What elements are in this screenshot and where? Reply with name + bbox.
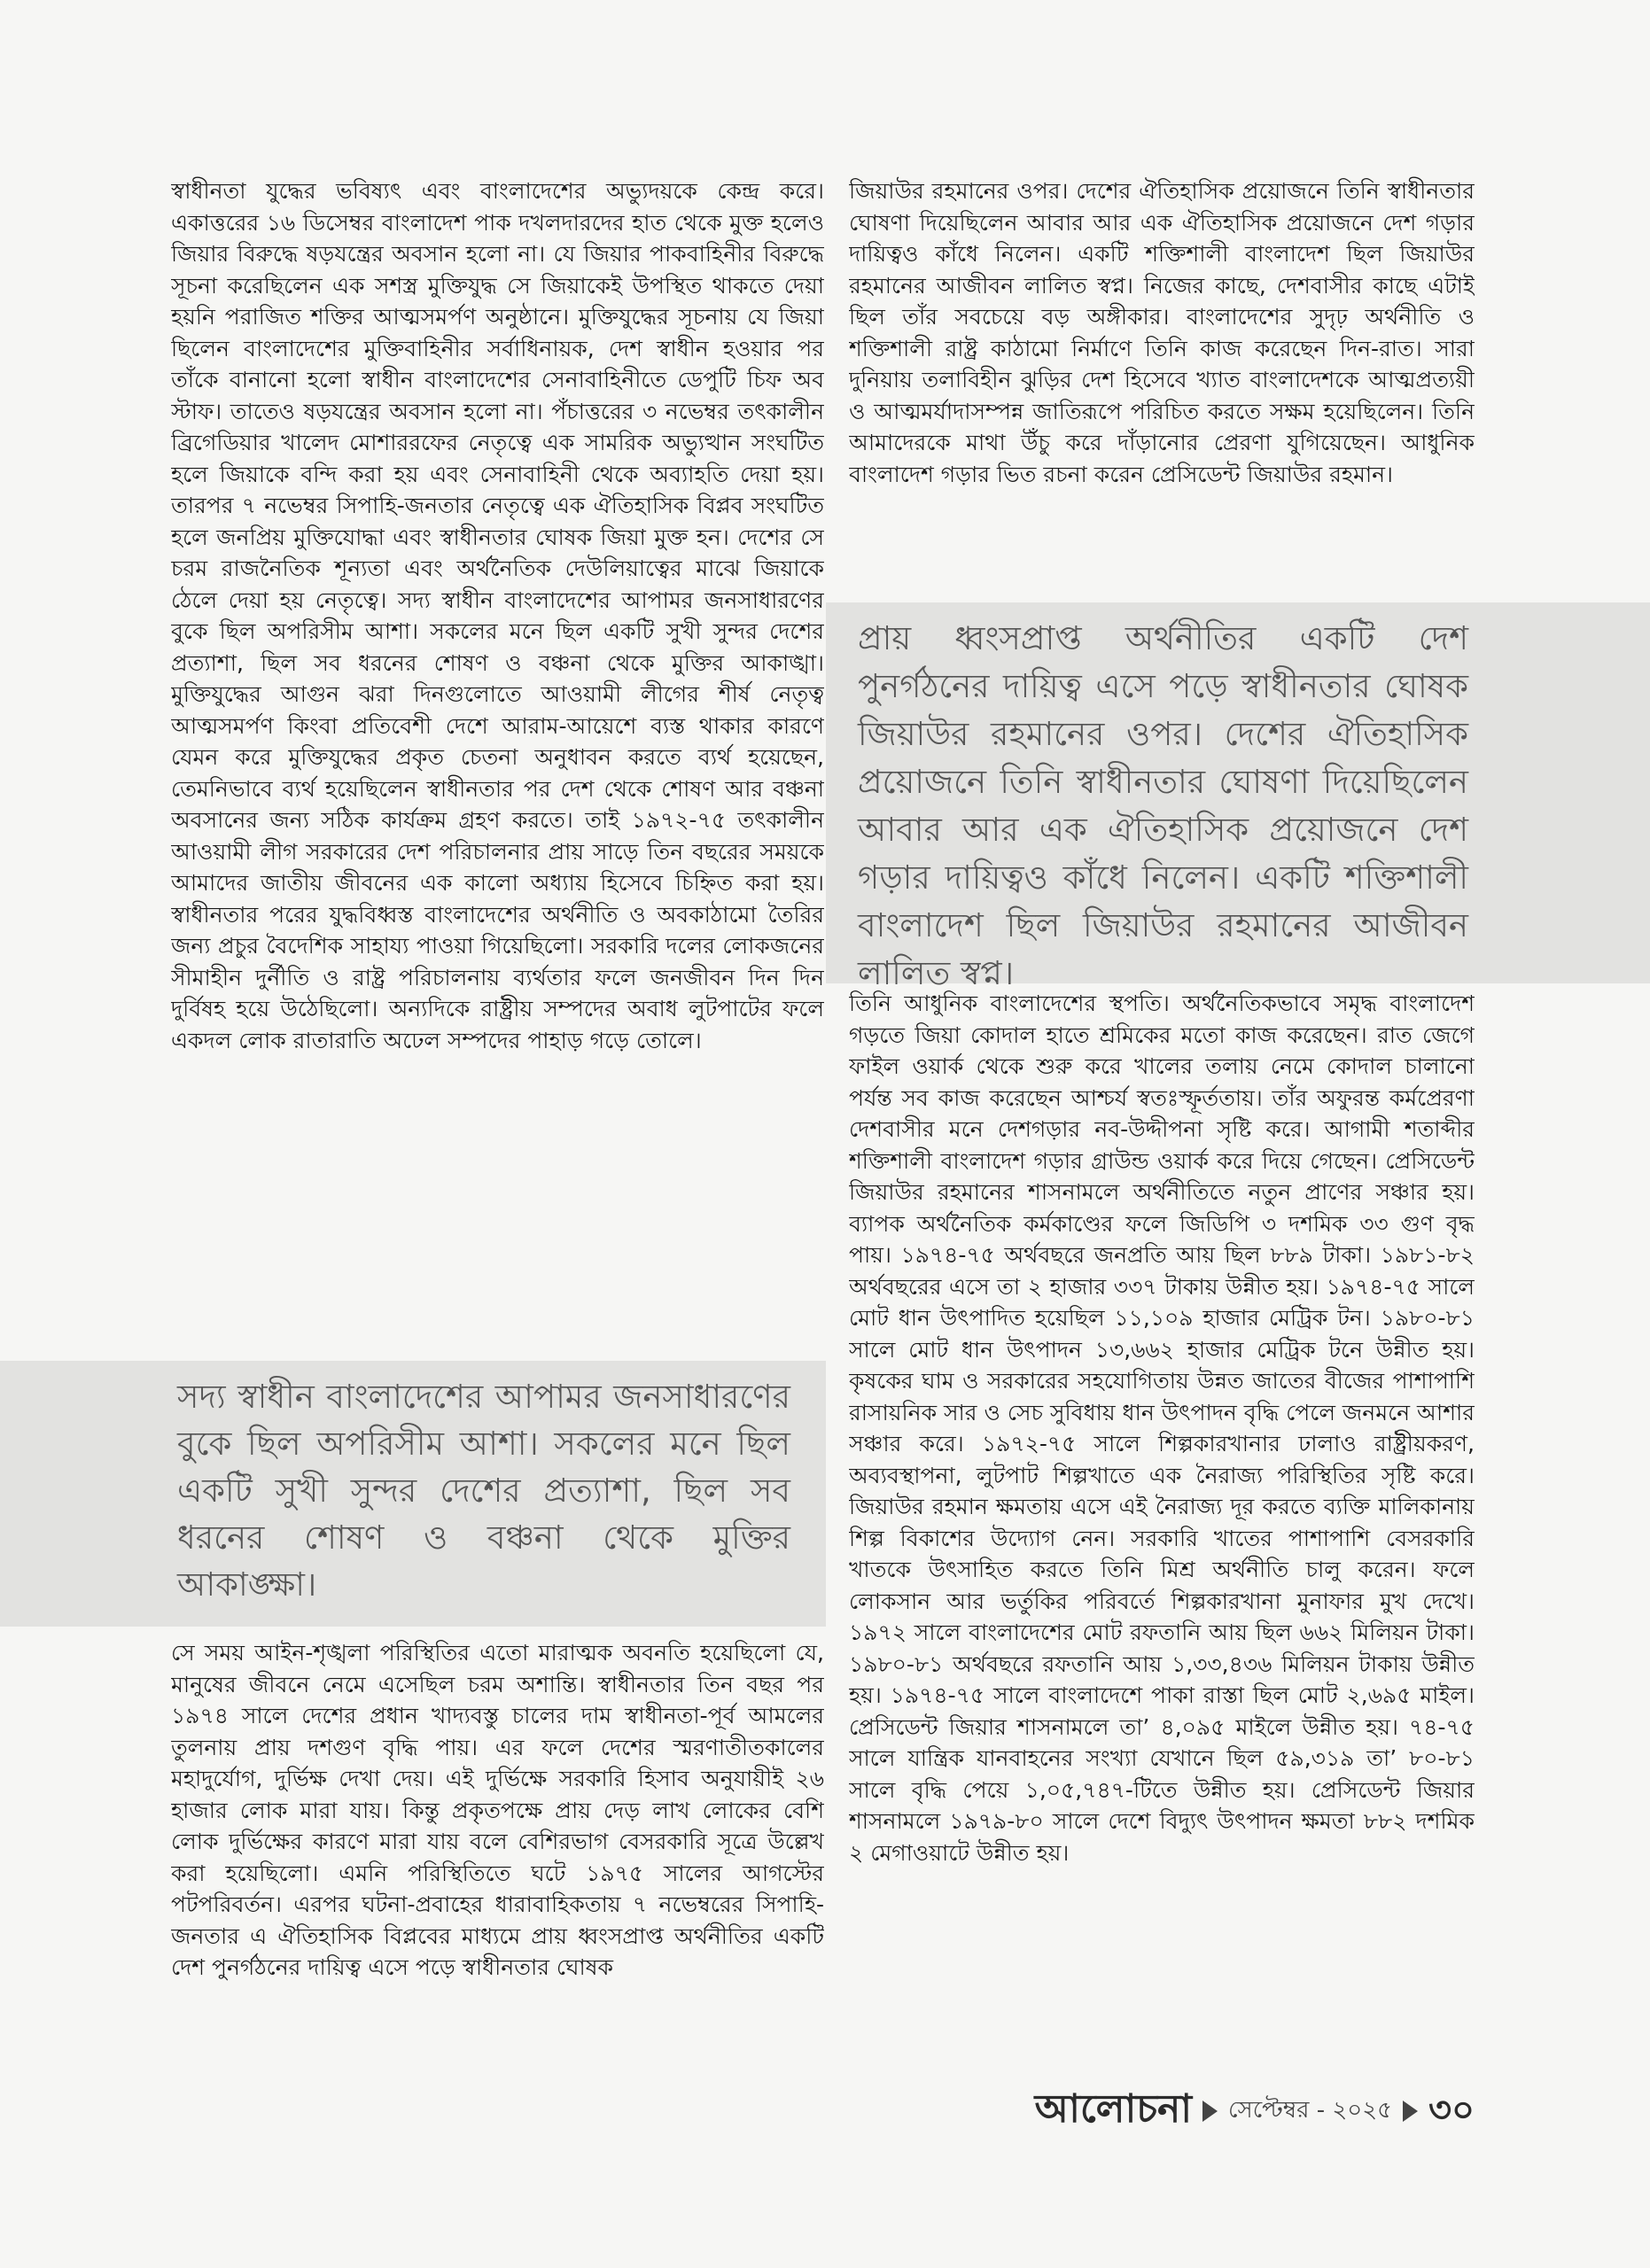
body-paragraph: জিয়াউর রহমানের ওপর। দেশের ঐতিহাসিক প্রয়োজনে তিনি স্বাধীনতার ঘোষণা দিয়েছিলেন আবার আর এক ঐতিহাসিক প্রয়োজনে দেশ গড়ার দায়িত্বও কাঁধে নিলেন। একটি শক্তিশালী বাংলাদেশ ছিল জিয়াউর রহমানের আজীবন লালিত স্বপ্ন। নিজের কাছে, দেশবাসীর কাছে এটাই ছিল তাঁর সবচেয়ে বড় অঙ্গীকার। বাংলাদেশের সুদৃঢ় অর্থনীতি ও শক্তিশালী রাষ্ট্র কাঠামো নির্মাণে তিনি কাজ করেছেন দিন-রাত। সারা দুনিয়ায় তলাবিহীন ঝুড়ির দেশ হিসেবে খ্যাত বাংলাদেশকে আত্মপ্রত্যয়ী ও আত্মমর্যাদাসম্পন্ন জাতিরূপে পরিচিত করতে সক্ষম হয়েছিলেন। তিনি আমাদেরকে মাথা উঁচু করে দাঁড়ানোর প্রেরণা যুগিয়েছেন। আধুনিক বাংলাদেশ গড়ার ভিত রচনা করেন প্রেসিডেন্ট জিয়াউর রহমান।	[849, 178, 1475, 487]
body-paragraph: স্বাধীনতা যুদ্ধের ভবিষ্যৎ এবং বাংলাদেশের অভ্যুদয়কে কেন্দ্র করে। একাত্তরের ১৬ ডিসেম্বর বাংলাদেশ পাক দখলদারদের হাত থেকে মুক্ত হলেও জিয়ার বিরুদ্ধে ষড়যন্ত্রের অবসান হলো না। যে জিয়ার পাকবাহিনীর বিরুদ্ধে সূচনা করেছিলেন এক সশস্ত্র মুক্তিযুদ্ধ সে জিয়াকেই উপস্থিত থাকতে দেয়া হয়নি পরাজিত শক্তির আত্মসমর্পণ অনুষ্ঠানে। মুক্তিযুদ্ধের সূচনায় যে জিয়া ছিলেন বাংলাদেশের মুক্তিবাহিনীর সর্বাধিনায়ক, দেশ স্বাধীন হওয়ার পর তাঁকে বানানো হলো স্বাধীন বাংলাদেশের সেনাবাহিনীতে ডেপুটি চিফ অব স্টাফ। তাতেও ষড়যন্ত্রের অবসান হলো না। পঁচাত্তরের ৩ নভেম্বর তৎকালীন ব্রিগেডিয়ার খালেদ মোশাররফের নেতৃত্বে এক সামরিক অভ্যুত্থান সংঘটিত হলে জিয়াকে বন্দি করা হয় এবং সেনাবাহিনী থেকে অব্যাহতি দেয়া হয়। তারপর ৭ নভেম্বর সিপাহি-জনতার নেতৃত্বে এক ঐতিহাসিক বিপ্লব সংঘটিত হলে জনপ্রিয় মুক্তিযোদ্ধা এবং স্বাধীনতার ঘোষক জিয়া মুক্ত হন। দেশের সে চরম রাজনৈতিক শূন্যতা এবং অর্থনৈতিক দেউলিয়াত্বের মাঝে জিয়াকে ঠেলে দেয়া হয় নেতৃত্বে। সদ্য স্বাধীন বাংলাদেশের আপামর জনসাধারণের বুকে ছিল অপরিসীম আশা। সকলের মনে ছিল একটি সুখী সুন্দর দেশের প্রত্যাশা, ছিল সব ধরনের শোষণ ও বঞ্চনা থেকে মুক্তির আকাঙ্খা। মুক্তিযুদ্ধের আগুন ঝরা দিনগুলোতে আওয়ামী লীগের শীর্ষ নেতৃত্ব আত্মসমর্পণ কিংবা প্রতিবেশী দেশে আরাম-আয়েশে ব্যস্ত থাকার কারণে যেমন করে মুক্তিযুদ্ধের প্রকৃত চেতনা অনুধাবন করতে ব্যর্থ হয়েছেন, তেমনিভাবে ব্যর্থ হয়েছিলেন স্বাধীনতার পর দেশ থেকে শোষণ আর বঞ্চনা অবসানের জন্য সঠিক কার্যক্রম গ্রহণ করতে। তাই ১৯৭২-৭৫ তৎকালীন আওয়ামী লীগ সরকারের দেশ পরিচালনার প্রায় সাড়ে তিন বছরের সময়কে আমাদের জাতীয় জীবনের এক কালো অধ্যায় হিসেবে চিহ্নিত করা হয়। স্বাধীনতার পরের যুদ্ধবিধ্বস্ত বাংলাদেশের অর্থনীতি ও অবকাঠামো তৈরির জন্য প্রচুর বৈদেশিক সাহায্য পাওয়া গিয়েছিলো। সরকারি দলের লোকজনের সীমাহীন দুর্নীতি ও রাষ্ট্র পরিচালনায় ব্যর্থতার ফলে জনজীবন দিন দিন দুর্বিষহ হয়ে উঠেছিলো। অন্যদিকে রাষ্ট্রীয় সম্পদের অবাধ লুটপাটের ফলে একদল লোক রাতারাতি অঢেল সম্পদের পাহাড় গড়ে তোলে।	[171, 178, 824, 1053]
body-paragraph: তিনি আধুনিক বাংলাদেশের স্থপতি। অর্থনৈতিকভাবে সমৃদ্ধ বাংলাদেশ গড়তে জিয়া কোদাল হাতে শ্রমিকের মতো কাজ করেছেন। রাত জেগে ফাইল ওয়ার্ক থেকে শুরু করে খালের তলায় নেমে কোদাল চালানো পর্যন্ত সব কাজ করেছেন আশ্চর্য স্বতঃস্ফূর্ততায়। তাঁর অফুরন্ত কর্মপ্রেরণা দেশবাসীর মনে দেশগড়ার নব-উদ্দীপনা সৃষ্টি করে। আগামী শতাব্দীর শক্তিশালী বাংলাদেশ গড়ার গ্রাউন্ড ওয়ার্ক করে দিয়ে গেছেন। প্রেসিডেন্ট জিয়াউর রহমানের শাসনামলে অর্থনীতিতে নতুন প্রাণের সঞ্চার হয়। ব্যাপক অর্থনৈতিক কর্মকাণ্ডের ফলে জিডিপি ৩ দশমিক ৩৩ গুণ বৃদ্ধ পায়। ১৯৭৪-৭৫ অর্থবছরে জনপ্রতি আয় ছিল ৮৮৯ টাকা। ১৯৮১-৮২ অর্থবছরের এসে তা ২ হাজার ৩৩৭ টাকায় উন্নীত হয়। ১৯৭৪-৭৫ সালে মোট ধান উৎপাদিত হয়েছিল ১১,১০৯ হাজার মেট্রিক টন। ১৯৮০-৮১ সালে মোট ধান উৎপাদন ১৩,৬৬২ হাজার মেট্রিক টনে উন্নীত হয়। কৃষকের ঘাম ও সরকারের সহযোগিতায় উন্নত জাতের বীজের পাশাপাশি রাসায়নিক সার ও সেচ সুবিধায় ধান উৎপাদন বৃদ্ধি পেলে জনমনে আশার সঞ্চার করে। ১৯৭২-৭৫ সালে শিল্পকারখানার ঢালাও রাষ্ট্রীয়করণ, অব্যবস্থাপনা, লুটপাট শিল্পখাতে এক নৈরাজ্য পরিস্থিতির সৃষ্টি করে। জিয়াউর রহমান ক্ষমতায় এসে এই নৈরাজ্য দূর করতে ব্যক্তি মালিকানায় শিল্প বিকাশের উদ্যোগ নেন। সরকারি খাতের পাশাপাশি বেসরকারি খাতকে উৎসাহিত করতে তিনি মিশ্র অর্থনীতি চালু করেন। ফলে লোকসান আর ভর্তুকির পরিবর্তে শিল্পকারখানা মুনাফার মুখ দেখে। ১৯৭২ সালে বাংলাদেশের মোট রফতানি আয় ছিল ৬৬২ মিলিয়ন টাকা। ১৯৮০-৮১ অর্থবছরে রফতানি আয় ১,৩৩,৪৩৬ মিলিয়ন টাকায় উন্নীত হয়। ১৯৭৪-৭৫ সালে বাংলাদেশে পাকা রাস্তা ছিল মোট ২,৬৯৫ মাইল। প্রেসিডেন্ট জিয়ার শাসনামলে তা’ ৪,০৯৫ মাইলে উন্নীত হয়। ৭৪-৭৫ সালে যান্ত্রিক যানবাহনের সংখ্যা যেখানে ছিল ৫৯,৩১৯ তা’ ৮০-৮১ সালে বৃদ্ধি পেয়ে ১,০৫,৭৪৭-টিতে উন্নীত হয়। প্রেসিডেন্ট জিয়ার শাসনামলে ১৯৭৯-৮০ সালে দেশে বিদ্যুৎ উৎপাদন ক্ষমতা ৮৮২ দশমিক ২ মেগাওয়াটে উন্নীত হয়।	[849, 990, 1475, 1866]
body-paragraph: সে সময় আইন-শৃঙ্খলা পরিস্থিতির এতো মারাত্মক অবনতি হয়েছিলো যে, মানুষের জীবনে নেমে এসেছিল চরম অশান্তি। স্বাধীনতার তিন বছর পর ১৯৭৪ সালে দেশের প্রধান খাদ্যবস্তু চালের দাম স্বাধীনতা-পূর্ব আমলের তুলনায় প্রায় দশগুণ বৃদ্ধি পায়। এর ফলে দেশের স্মরণাতীতকালের মহাদুর্যোগ, দুর্ভিক্ষ দেখা দেয়। এই দুর্ভিক্ষে সরকারি হিসাব অনুযায়ীই ২৬ হাজার লোক মারা যায়। কিন্তু প্রকৃতপক্ষে প্রায় দেড় লাখ লোকের বেশি লোক দুর্ভিক্ষের কারণে মারা যায় বলে বেশিরভাগ বেসরকারি সূত্রে উল্লেখ করা হয়েছিলো। এমনি পরিস্থিতিতে ঘটে ১৯৭৫ সালের আগস্টের পটপরিবর্তন। এরপর ঘটনা-প্রবাহের ধারাবাহিকতায় ৭ নভেম্বরের সিপাহি-জনতার এ ঐতিহাসিক বিপ্লবের মাধ্যমে প্রায় ধ্বংসপ্রাপ্ত অর্থনীতির একটি দেশ পুনর্গঠনের দায়িত্ব এসে পড়ে স্বাধীনতার ঘোষক	[171, 1640, 824, 1980]
article-column-left-bottom	[171, 1637, 824, 2080]
pull-quote-right	[826, 602, 1650, 992]
pull-quote-text: সদ্য স্বাধীন বাংলাদেশের আপামর জনসাধারণের বুকে ছিল অপরিসীম আশা। সকলের মনে ছিল একটি সুখী সুন্দর দেশের প্রত্যাশা, ছিল সব ধরনের শোষণ ও বঞ্চনা থেকে মুক্তির আকাঙ্ক্ষা।	[177, 1378, 790, 1604]
triangle-arrow-icon	[1202, 2101, 1218, 2122]
pull-quote-left	[0, 1361, 826, 1627]
magazine-logo: আলোচনা	[1034, 2085, 1192, 2132]
page-number: ৩০	[1428, 2089, 1475, 2131]
article-column-right-bottom	[849, 988, 1475, 2095]
article-column-right-top	[849, 175, 1475, 601]
page-footer	[1035, 2085, 1475, 2138]
issue-date: সেপ্টেম্বর - ২০২৫	[1227, 2097, 1392, 2124]
article-column-left-top	[171, 175, 824, 1354]
triangle-arrow-icon	[1403, 2101, 1418, 2122]
pull-quote-text: প্রায় ধ্বংসপ্রাপ্ত অর্থনীতির একটি দেশ পুনর্গঠনের দায়িত্ব এসে পড়ে স্বাধীনতার ঘোষক জিয়াউর রহমানের ওপর। দেশের ঐতিহাসিক প্রয়োজনে তিনি স্বাধীনতার ঘোষণা দিয়েছিলেন আবার আর এক ঐতিহাসিক প্রয়োজনে দেশ গড়ার দায়িত্বও কাঁধে নিলেন। একটি শক্তিশালী বাংলাদেশ ছিল জিয়াউর রহমানের আজীবন লালিত স্বপ্ন।	[858, 619, 1468, 992]
